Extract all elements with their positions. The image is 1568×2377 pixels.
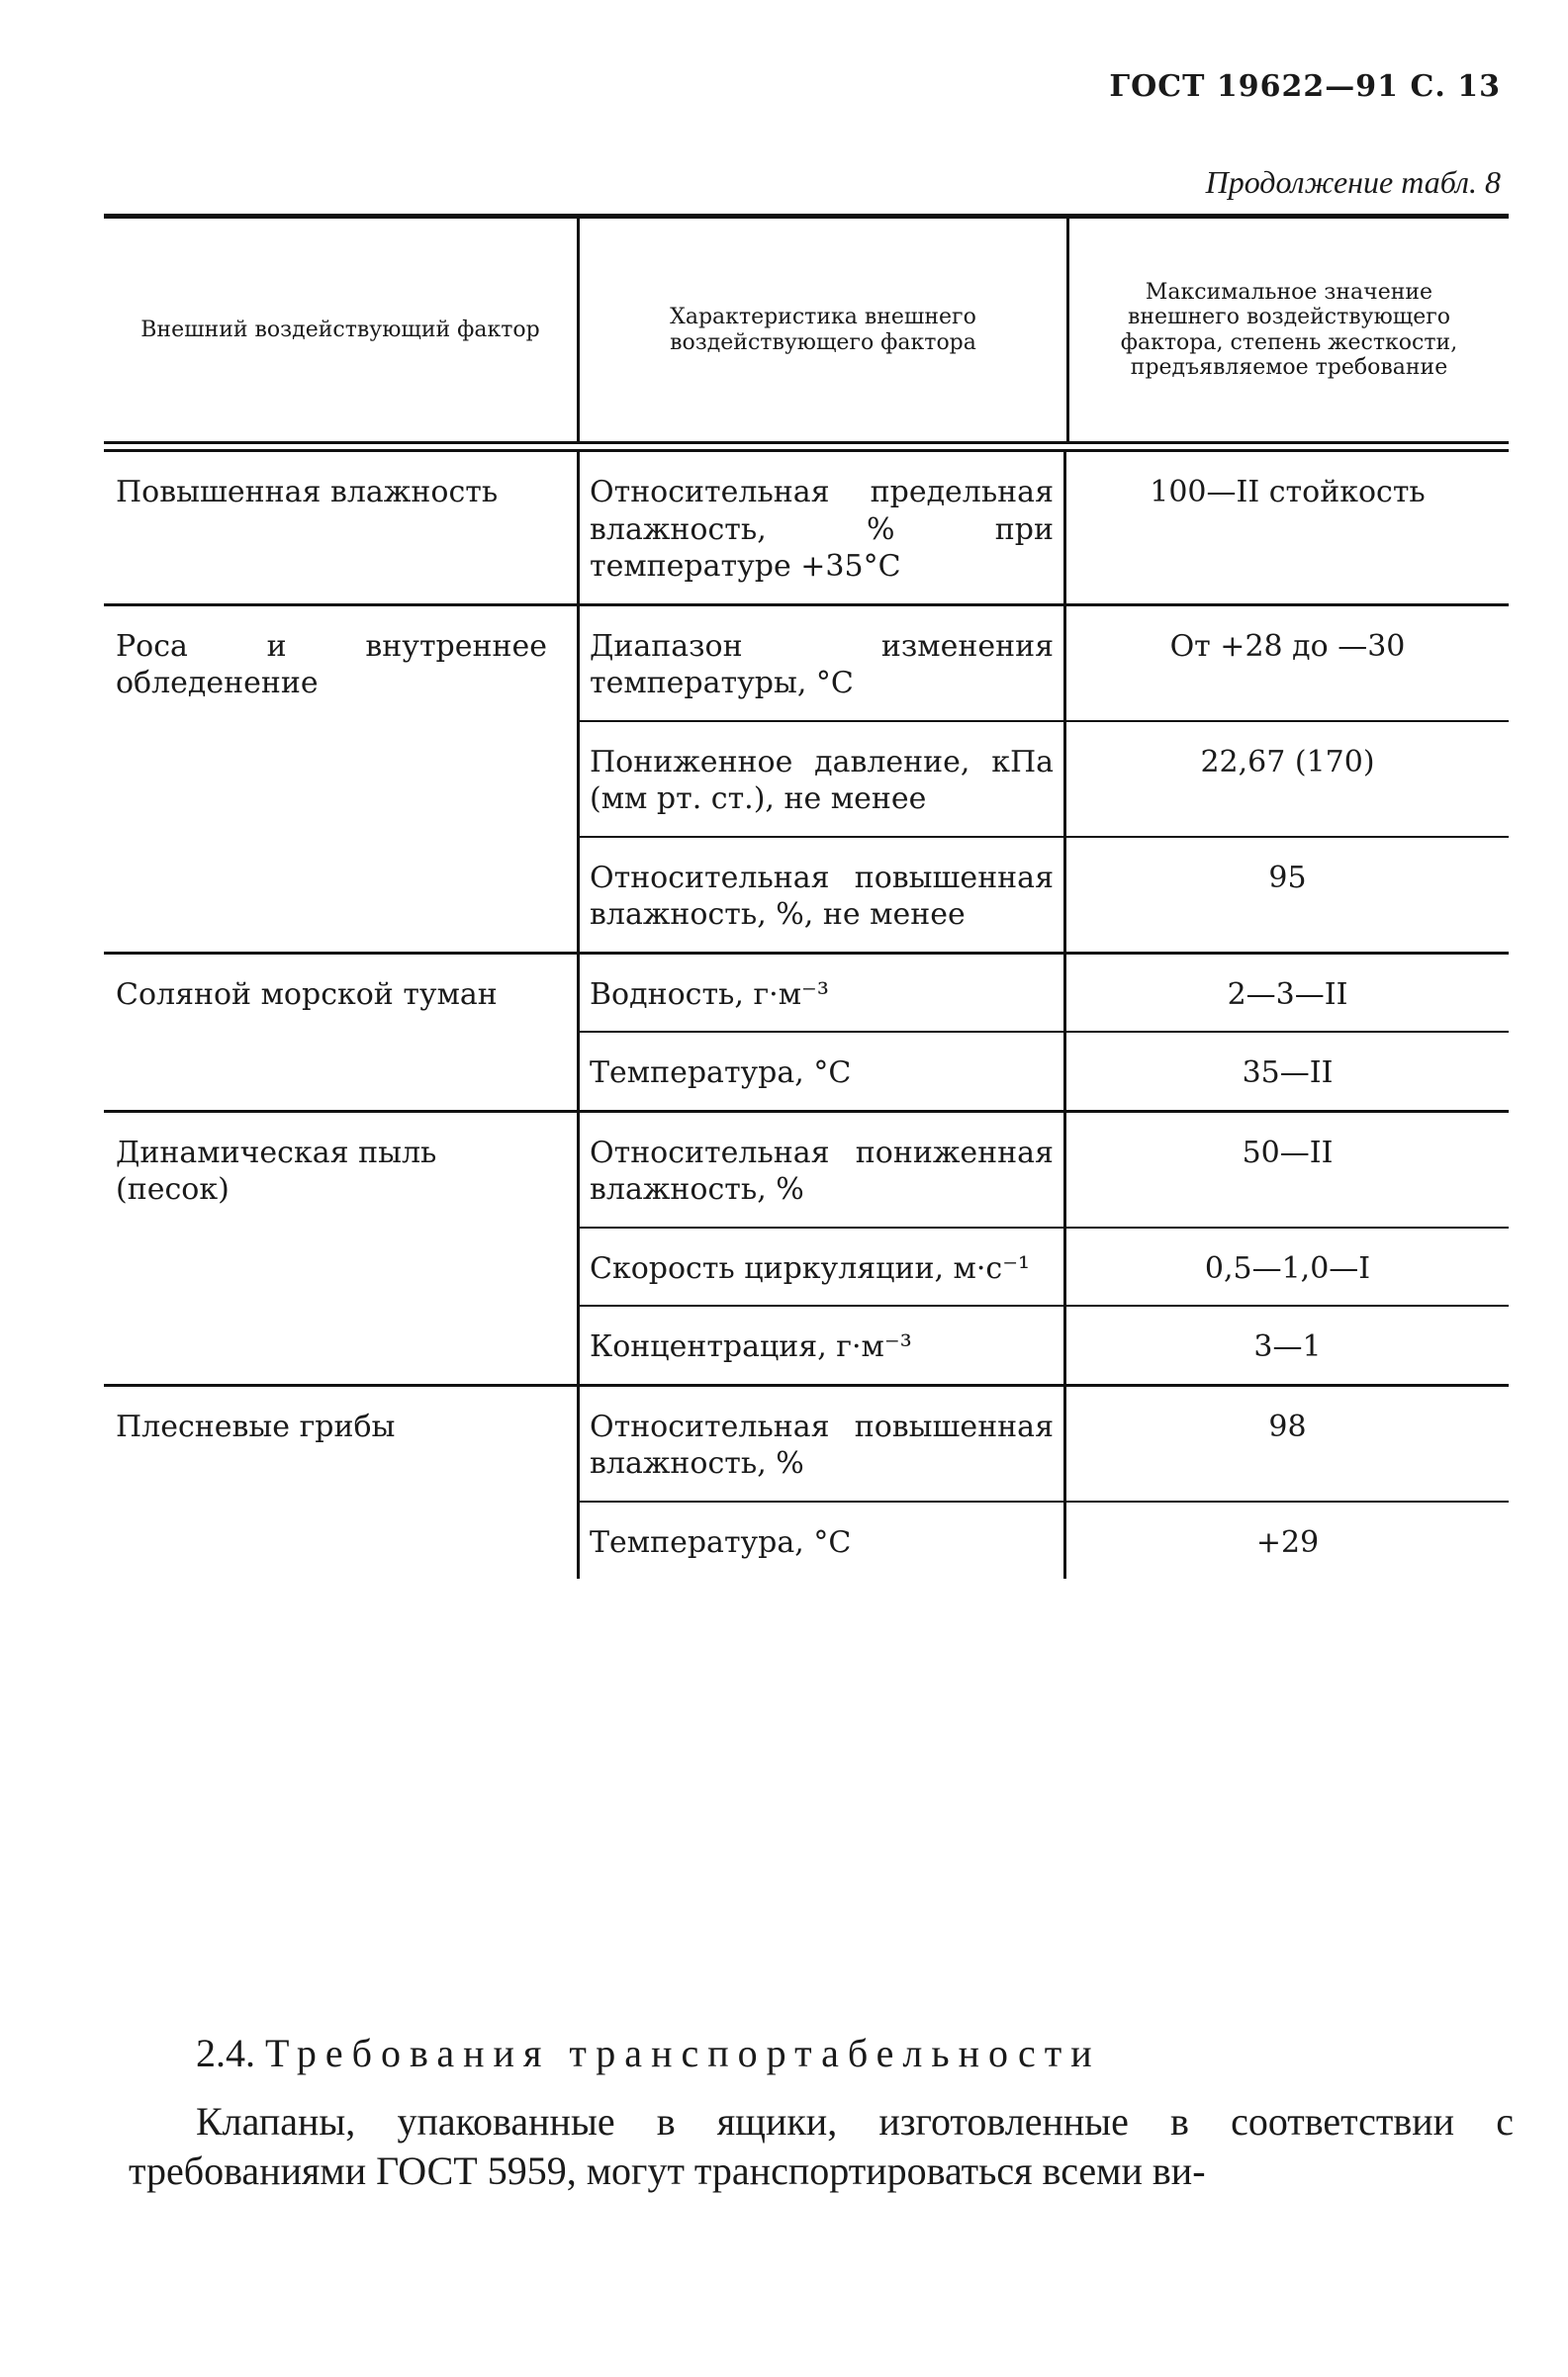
value-cell: 35—II (1242, 1055, 1334, 1090)
page-header: ГОСТ 19622—91 С. 13 (1109, 69, 1501, 104)
group-rows (577, 1113, 1509, 1384)
header-divider (104, 441, 1509, 452)
value-cell: 95 (1268, 860, 1307, 895)
table-row (577, 1227, 1509, 1306)
characteristic-cell: Температура, °С (577, 1033, 1066, 1110)
value-cell: 98 (1268, 1409, 1307, 1444)
table-row (577, 606, 1509, 720)
characteristic-cell: Относительная пониженная влажность, % (577, 1113, 1066, 1227)
section-title: Требования транспортабельности (265, 2031, 1101, 2075)
group-rows (577, 955, 1509, 1110)
column-header-max-value: Максимальное значение внешнего воздействующего фактора, степень жесткости, предъявляемое требование (1066, 219, 1509, 441)
characteristic-cell: Пониженное давление, кПа (мм рт. ст.), не менее (577, 722, 1066, 836)
factor-cell: Динамическая пыль (песок) (116, 1135, 437, 1207)
body-paragraph: Клапаны, упакованные в ящики, изготовленные в соответствии с требованиями ГОСТ 5959, могут транспортироваться всеми ви- (129, 2099, 1514, 2193)
table-group-salt-fog (104, 955, 1509, 1113)
factor-cell: Соляной морской туман (116, 976, 498, 1012)
characteristic-cell: Диапазон изменения температуры, °С (577, 606, 1066, 720)
table-continuation-label: Продолжение табл. 8 (1205, 164, 1501, 200)
group-rows (577, 1387, 1509, 1580)
table-row (577, 720, 1509, 836)
value-cell: 0,5—1,0—I (1204, 1250, 1371, 1286)
table-row (577, 1031, 1509, 1110)
table-header (104, 219, 1509, 441)
requirements-table (104, 214, 1509, 1579)
table-group-mold (104, 1387, 1509, 1580)
table-group-dew (104, 606, 1509, 955)
table-row (577, 955, 1509, 1032)
characteristic-cell: Температура, °С (577, 1503, 1066, 1580)
column-header-factor: Внешний воздействующий фактор (140, 317, 540, 342)
characteristic-cell: Относительная повышенная влажность, % (577, 1387, 1066, 1501)
value-cell: 50—II (1242, 1135, 1334, 1170)
factor-cell: Роса и внутреннее обледенение (116, 628, 547, 700)
characteristic-cell: Водность, г·м⁻³ (577, 955, 1066, 1032)
value-cell: 100—II стойкость (1150, 475, 1426, 509)
table-row (577, 836, 1509, 952)
factor-cell: Повышенная влажность (116, 475, 499, 509)
group-rows (577, 606, 1509, 952)
table-row (577, 1305, 1509, 1384)
table-group-dust (104, 1113, 1509, 1387)
value-cell: 2—3—II (1227, 976, 1348, 1012)
characteristic-cell: Относительная повышенная влажность, %, не менее (577, 838, 1066, 952)
value-cell: +29 (1255, 1524, 1320, 1560)
column-header-characteristic: Характеристика внешнего воздействующего фактора (577, 219, 1066, 441)
section-heading (196, 2030, 1101, 2076)
group-rows (577, 452, 1509, 603)
characteristic-cell: Концентрация, г·м⁻³ (577, 1307, 1066, 1384)
table-row (577, 452, 1509, 603)
table-row (577, 1387, 1509, 1501)
value-cell: 3—1 (1253, 1329, 1322, 1364)
table-group-humidity (104, 452, 1509, 606)
factor-cell: Плесневые грибы (116, 1409, 396, 1444)
value-cell: 22,67 (170) (1200, 744, 1375, 779)
value-cell: От +28 до —30 (1169, 628, 1406, 664)
section-number: 2.4. (196, 2031, 255, 2075)
table-row (577, 1501, 1509, 1580)
characteristic-cell: Относительная предельная влажность, % при температуре +35°С (577, 452, 1066, 603)
characteristic-cell: Скорость циркуляции, м·с⁻¹ (577, 1229, 1066, 1306)
table-row (577, 1113, 1509, 1227)
